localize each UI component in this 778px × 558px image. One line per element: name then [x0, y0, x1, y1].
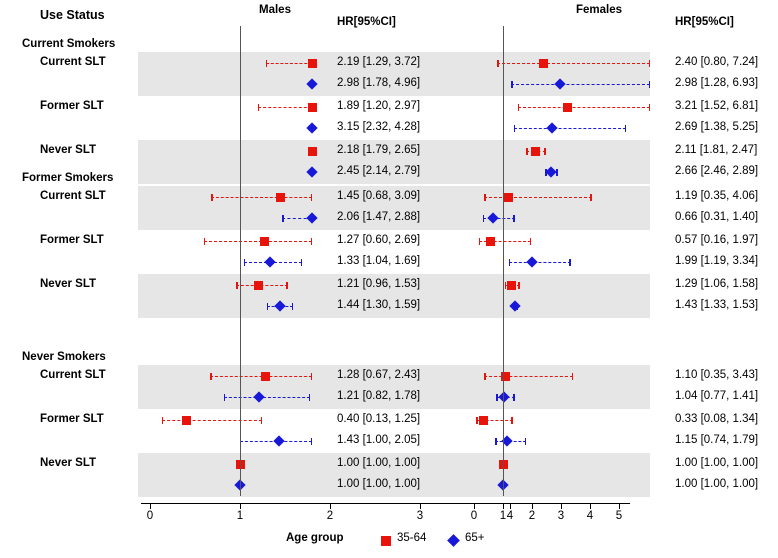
row-label-2-1: Former SLT — [40, 413, 104, 425]
hr-text-males: 1.44 [1.30, 1.59] — [337, 299, 421, 311]
hr-text-females: 1.15 [0.74, 1.79] — [675, 434, 759, 446]
ci-cap-lower — [511, 81, 512, 88]
marker-35-64 — [563, 103, 572, 112]
marker-35-64 — [260, 237, 269, 246]
ci-cap-lower — [210, 373, 211, 380]
marker-35-64 — [308, 147, 317, 156]
marker-65plus — [273, 435, 284, 446]
males-tick-label: 1 — [236, 510, 244, 522]
ci-cap-upper — [544, 148, 545, 155]
ci-cap-lower — [211, 194, 212, 201]
ci-line — [514, 128, 626, 129]
males-reference-line — [240, 26, 241, 496]
ci-cap-upper — [311, 194, 312, 201]
females-tick — [619, 503, 620, 509]
females-tick-label: 3 — [557, 510, 565, 522]
ci-cap-upper — [311, 373, 312, 380]
males-header: Males — [259, 4, 291, 16]
females-tick — [532, 503, 533, 509]
ci-cap-upper — [649, 60, 650, 67]
marker-65plus — [306, 122, 317, 133]
group-heading-2: Never Smokers — [22, 351, 106, 363]
ci-cap-lower — [484, 373, 485, 380]
ci-line — [266, 63, 312, 64]
ci-cap-lower — [509, 259, 510, 266]
group-heading-1: Former Smokers — [22, 172, 114, 184]
ci-cap-upper — [649, 104, 650, 111]
males-tick-label: 0 — [146, 510, 154, 522]
hr-text-males: 1.00 [1.00, 1.00] — [337, 478, 421, 490]
ci-cap-lower — [258, 104, 259, 111]
row-label-1-2: Never SLT — [40, 278, 97, 290]
legend-label-1: 65+ — [465, 532, 485, 544]
ci-cap-upper — [301, 259, 302, 266]
hr-text-males: 1.21 [0.82, 1.78] — [337, 390, 421, 402]
marker-65plus — [546, 122, 557, 133]
hr-text-females: 1.43 [1.33, 1.53] — [675, 299, 759, 311]
ci-line — [204, 241, 312, 242]
hr-text-males: 2.19 [1.29, 3.72] — [337, 56, 421, 68]
females-header: Females — [576, 4, 623, 16]
females-tick — [503, 503, 504, 509]
ci-cap-upper — [525, 438, 526, 445]
legend-marker-diamond — [447, 534, 460, 547]
females-tick — [561, 503, 562, 509]
row-label-0-0: Current SLT — [40, 56, 106, 68]
ci-cap-lower — [495, 438, 496, 445]
hr-text-females: 0.66 [0.31, 1.40] — [675, 211, 759, 223]
marker-65plus — [526, 256, 537, 267]
hr-text-males: 1.21 [0.96, 1.53] — [337, 278, 421, 290]
row-label-1-1: Former SLT — [40, 234, 104, 246]
males-tick — [240, 503, 241, 509]
row-label-2-0: Current SLT — [40, 369, 106, 381]
ci-cap-upper — [286, 282, 287, 289]
ci-cap-lower — [476, 417, 477, 424]
females-tick-label: 0 — [470, 510, 478, 522]
hr-text-males: 1.00 [1.00, 1.00] — [337, 457, 421, 469]
ci-cap-lower — [514, 125, 515, 132]
ci-line — [162, 420, 263, 421]
hr-text-males: 3.15 [2.32, 4.28] — [337, 121, 421, 133]
males-tick-label: 2 — [326, 510, 334, 522]
ci-line — [509, 262, 571, 263]
ci-cap-lower — [236, 282, 237, 289]
males-tick — [330, 503, 331, 509]
hr-text-females: 2.98 [1.28, 6.93] — [675, 77, 759, 89]
ci-cap-lower — [266, 60, 267, 67]
ci-cap-upper — [649, 81, 650, 88]
marker-35-64 — [531, 147, 540, 156]
hr-text-females: 3.21 [1.52, 6.81] — [675, 100, 759, 112]
hr-text-females: 1.99 [1.19, 3.34] — [675, 255, 759, 267]
females-axis-line — [465, 503, 630, 504]
ci-cap-lower — [162, 417, 163, 424]
females-reference-line — [503, 26, 504, 496]
ci-cap-lower — [204, 238, 205, 245]
ci-line — [484, 197, 592, 198]
ci-cap-lower — [267, 303, 268, 310]
use-status-header: Use Status — [40, 8, 105, 22]
hr-text-females: 0.57 [0.16, 1.97] — [675, 234, 759, 246]
hr-text-females: 2.66 [2.46, 2.89] — [675, 165, 759, 177]
hr-text-males: 1.45 [0.68, 3.09] — [337, 190, 421, 202]
ci-cap-lower — [244, 259, 245, 266]
marker-35-64 — [276, 193, 285, 202]
marker-35-64 — [261, 372, 270, 381]
females-tick-label: 2 — [528, 510, 536, 522]
ci-cap-lower — [518, 104, 519, 111]
marker-65plus — [264, 256, 275, 267]
females-tick-label: 4 — [586, 510, 594, 522]
hr-text-females: 1.04 [0.77, 1.41] — [675, 390, 759, 402]
row-label-2-2: Never SLT — [40, 457, 97, 469]
hr-text-females: 1.00 [1.00, 1.00] — [675, 478, 759, 490]
marker-35-64 — [504, 193, 513, 202]
legend-marker-square — [381, 536, 391, 546]
hr-text-females: 1.00 [1.00, 1.00] — [675, 457, 759, 469]
hr-text-females: 1.29 [1.06, 1.58] — [675, 278, 759, 290]
ci-line — [511, 84, 650, 85]
ci-line — [484, 376, 573, 377]
females-tick-label: 5 — [615, 510, 623, 522]
group-heading-0: Current Smokers — [22, 38, 116, 50]
marker-35-64 — [486, 237, 495, 246]
females-tick-label: 1 — [499, 510, 507, 522]
males-tick — [420, 503, 421, 509]
ci-cap-lower — [479, 238, 480, 245]
ci-line — [258, 107, 312, 108]
legend-label-0: 35-64 — [397, 532, 427, 544]
row-label-0-2: Never SLT — [40, 144, 97, 156]
ci-cap-upper — [572, 373, 573, 380]
males-hr-header: HR[95%CI] — [337, 16, 396, 28]
ci-cap-lower — [497, 60, 498, 67]
marker-35-64 — [254, 281, 263, 290]
marker-35-64 — [479, 416, 488, 425]
females-hr-header: HR[95%CI] — [675, 16, 734, 28]
hr-text-males: 2.18 [1.79, 2.65] — [337, 144, 421, 156]
ci-cap-upper — [511, 417, 512, 424]
ci-line — [211, 197, 312, 198]
ci-line — [224, 397, 310, 398]
ci-cap-upper — [518, 282, 519, 289]
ci-cap-lower — [282, 215, 283, 222]
ci-cap-lower — [483, 215, 484, 222]
ci-cap-upper — [590, 194, 591, 201]
females-tick — [590, 503, 591, 509]
ci-cap-lower — [224, 394, 225, 401]
ci-cap-upper — [530, 238, 531, 245]
males-tick-label: 4 — [506, 510, 514, 522]
legend-title: Age group — [286, 532, 344, 544]
hr-text-females: 1.19 [0.35, 4.06] — [675, 190, 759, 202]
ci-line — [497, 63, 650, 64]
ci-cap-upper — [309, 394, 310, 401]
ci-cap-upper — [311, 438, 312, 445]
ci-cap-upper — [513, 394, 514, 401]
hr-text-females: 1.10 [0.35, 3.43] — [675, 369, 759, 381]
ci-cap-upper — [513, 215, 514, 222]
marker-35-64 — [182, 416, 191, 425]
ci-line — [518, 107, 650, 108]
hr-text-males: 2.45 [2.14, 2.79] — [337, 165, 421, 177]
marker-35-64 — [539, 59, 548, 68]
row-label-1-0: Current SLT — [40, 190, 106, 202]
ci-cap-lower — [505, 282, 506, 289]
marker-35-64 — [308, 103, 317, 112]
hr-text-males: 1.89 [1.20, 2.97] — [337, 100, 421, 112]
ci-cap-lower — [526, 148, 527, 155]
ci-cap-upper — [311, 238, 312, 245]
hr-text-males: 1.28 [0.67, 2.43] — [337, 369, 421, 381]
hr-text-males: 0.40 [0.13, 1.25] — [337, 413, 421, 425]
ci-cap-upper — [625, 125, 626, 132]
hr-text-females: 2.11 [1.81, 2.47] — [675, 144, 758, 156]
row-label-0-1: Former SLT — [40, 100, 104, 112]
marker-35-64 — [507, 281, 516, 290]
hr-text-males: 1.43 [1.00, 2.05] — [337, 434, 421, 446]
hr-text-males: 2.06 [1.47, 2.88] — [337, 211, 421, 223]
hr-text-females: 2.69 [1.38, 5.25] — [675, 121, 759, 133]
males-tick-label: 3 — [416, 510, 424, 522]
ci-cap-upper — [261, 417, 262, 424]
males-tick — [150, 503, 151, 509]
ci-cap-lower — [484, 194, 485, 201]
hr-text-males: 1.33 [1.04, 1.69] — [337, 255, 421, 267]
hr-text-males: 2.98 [1.78, 4.96] — [337, 77, 421, 89]
hr-text-females: 0.33 [0.08, 1.34] — [675, 413, 759, 425]
ci-cap-upper — [292, 303, 293, 310]
marker-35-64 — [308, 59, 317, 68]
females-tick — [474, 503, 475, 509]
hr-text-females: 2.40 [0.80, 7.24] — [675, 56, 759, 68]
hr-text-males: 1.27 [0.60, 2.69] — [337, 234, 421, 246]
ci-cap-upper — [569, 259, 570, 266]
